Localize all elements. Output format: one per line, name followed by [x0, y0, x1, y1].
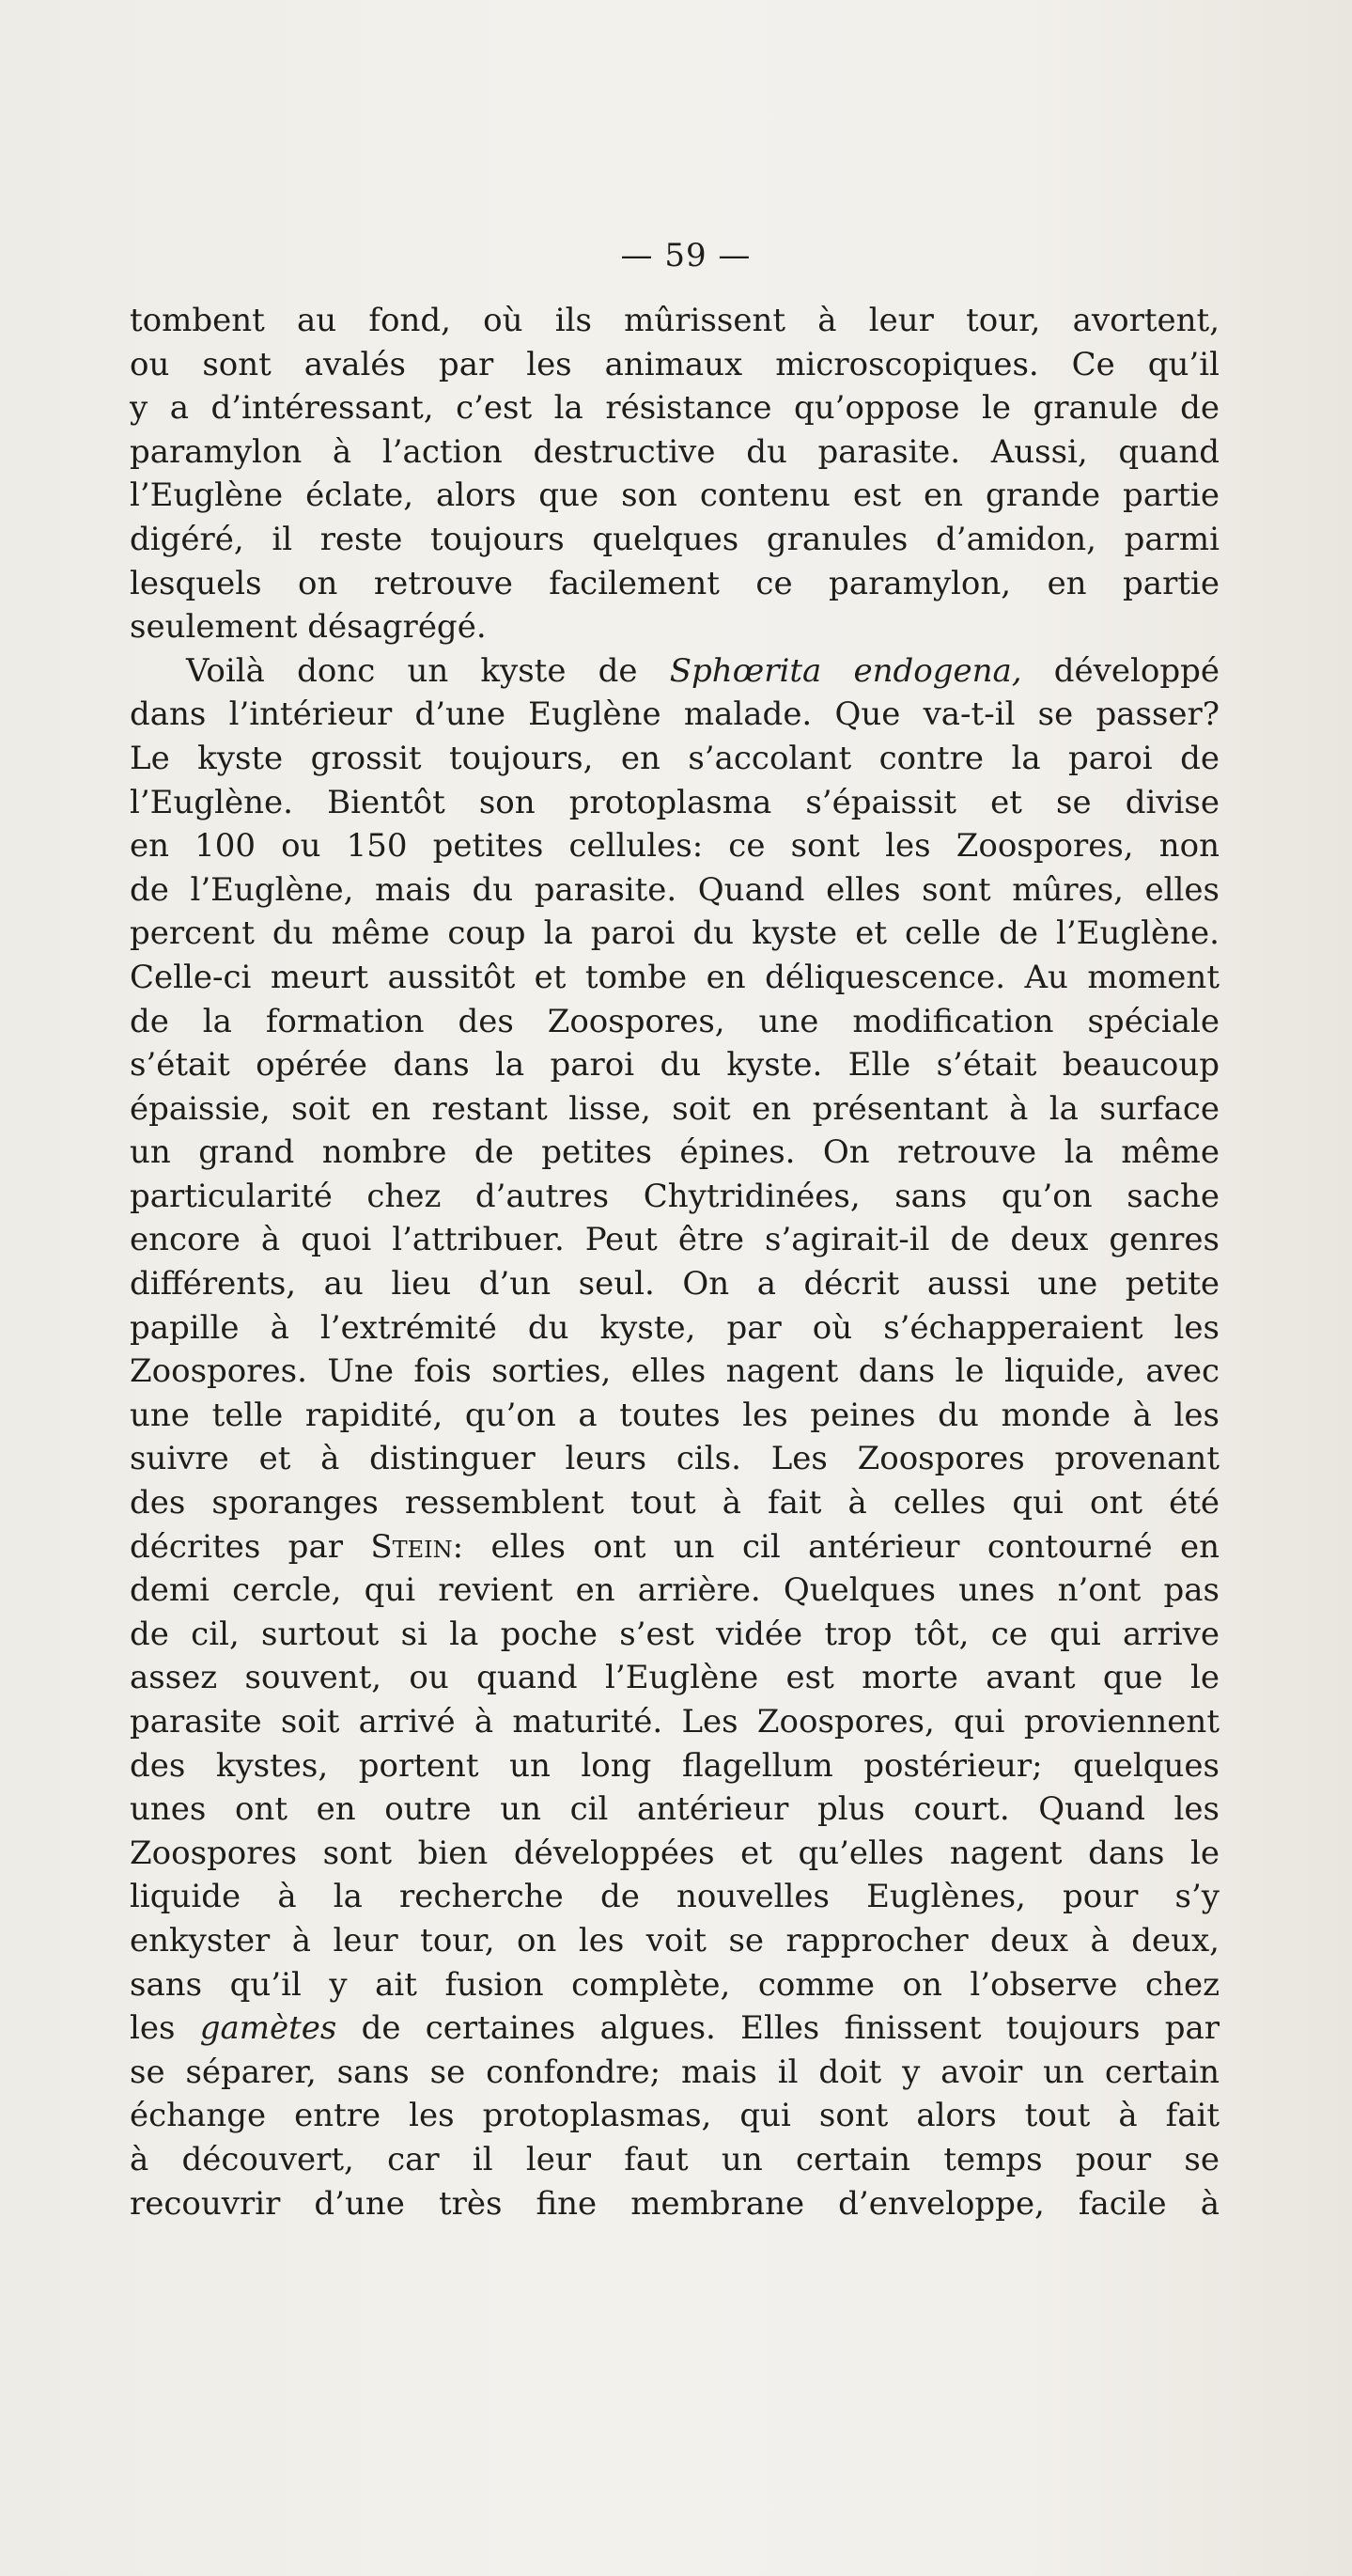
text-run: décrites par [130, 1527, 371, 1566]
text-line: parasite soit arrivé à maturité. Les Zoospores, qui proviennent [130, 1703, 1220, 1741]
text-line: liquide à la recherche de nouvelles Euglènes, pour s’y [130, 1878, 1220, 1916]
text-line: percent du même coup la paroi du kyste et celle de l’Euglène. [130, 914, 1220, 953]
author-citation-line [130, 1525, 1220, 1569]
text-run: Voilà donc un kyste de [186, 651, 670, 690]
text-run: de certaines algues. Elles finissent toujours par [336, 2009, 1220, 2048]
text-line: recouvrir d’une très fine membrane d’enveloppe, facile à [130, 2184, 1220, 2223]
paragraph-opening-line [130, 649, 1220, 694]
author-name: Stein [370, 1527, 453, 1566]
text-line: y a d’intéressant, c’est la résistance qu’oppose le granule de [130, 389, 1220, 428]
emphasized-term: gamètes [199, 2009, 337, 2048]
text-line: digéré, il reste toujours quelques granules d’amidon, parmi [130, 520, 1220, 558]
body-text [130, 299, 1220, 2225]
text-line: encore à quoi l’attribuer. Peut être s’agirait-il de deux genres [130, 1221, 1220, 1259]
text-line: Zoospores. Une fois sorties, elles nagent dans le liquide, avec [130, 1352, 1220, 1391]
text-line: Zoospores sont bien développées et qu’elles nagent dans le [130, 1834, 1220, 1872]
text-line: différents, au lieu d’un seul. On a décrit aussi une petite [130, 1265, 1220, 1304]
text-line: l’Euglène éclate, alors que son contenu est en grande partie [130, 476, 1220, 515]
text-line: s’était opérée dans la paroi du kyste. Elle s’était beaucoup [130, 1046, 1220, 1085]
text-line: à découvert, car il leur faut un certain temps pour se [130, 2140, 1220, 2178]
page-number: — 59 — [620, 237, 752, 274]
text-line: lesquels on retrouve facilement ce paramylon, en partie [130, 564, 1220, 602]
text-line: de la formation des Zoospores, une modification spéciale [130, 1002, 1220, 1040]
text-line: dans l’intérieur d’une Euglène malade. Que va-t-il se passer? [130, 695, 1220, 734]
text-line: enkyster à leur tour, on les voit se rapprocher deux à deux, [130, 1921, 1220, 1959]
species-name: Sphœrita endogena, [669, 651, 1022, 690]
text-line: de l’Euglène, mais du parasite. Quand elles sont mûres, elles [130, 870, 1220, 909]
text-line: paramylon à l’action destructive du parasite. Aussi, quand [130, 432, 1220, 471]
text-run: : elles ont un cil antérieur contourné en [452, 1527, 1220, 1566]
text-line: assez souvent, ou quand l’Euglène est morte avant que le [130, 1659, 1220, 1697]
text-run: développé [1021, 651, 1220, 690]
text-line: ou sont avalés par les animaux microscopiques. Ce qu’il [130, 345, 1220, 383]
text-line: Le kyste grossit toujours, en s’accolant contre la paroi de [130, 739, 1220, 777]
text-line: des sporanges ressemblent tout à fait à celles qui ont été [130, 1484, 1220, 1522]
text-line: épaissie, soit en restant lisse, soit en présentant à la surface [130, 1089, 1220, 1128]
text-line: particularité chez d’autres Chytridinées, sans qu’on sache [130, 1177, 1220, 1215]
text-line: papille à l’extrémité du kyste, par où s’échapperaient les [130, 1308, 1220, 1347]
text-line: l’Euglène. Bientôt son protoplasma s’épaissit et se divise [130, 783, 1220, 821]
text-line: se séparer, sans se confondre; mais il doit y avoir un certain [130, 2053, 1220, 2091]
text-line: de cil, surtout si la poche s’est vidée trop tôt, ce qui arrive [130, 1615, 1220, 1653]
text-line: un grand nombre de petites épines. On retrouve la même [130, 1133, 1220, 1172]
text-line: unes ont en outre un cil antérieur plus court. Quand les [130, 1790, 1220, 1829]
gametes-line [130, 2006, 1220, 2051]
text-line: sans qu’il y ait fusion complète, comme on l’observe chez [130, 1965, 1220, 2004]
text-line: Celle-ci meurt aussitôt et tombe en déliquescence. Au moment [130, 958, 1220, 996]
text-line: en 100 ou 150 petites cellules: ce sont les Zoospores, non [130, 827, 1220, 866]
text-line: suivre et à distinguer leurs cils. Les Zoospores provenant [130, 1440, 1220, 1478]
text-line: des kystes, portent un long flagellum postérieur; quelques [130, 1746, 1220, 1785]
text-line: seulement désagrégé. [130, 608, 487, 647]
text-line: une telle rapidité, qu’on a toutes les peines du monde à les [130, 1396, 1220, 1434]
text-line: tombent au fond, où ils mûrissent à leur tour, avortent, [130, 302, 1220, 339]
text-line: demi cercle, qui revient en arrière. Quelques unes n’ont pas [130, 1571, 1220, 1610]
text-line: échange entre les protoplasmas, qui sont alors tout à fait [130, 2097, 1220, 2135]
text-run: les [130, 2009, 200, 2048]
